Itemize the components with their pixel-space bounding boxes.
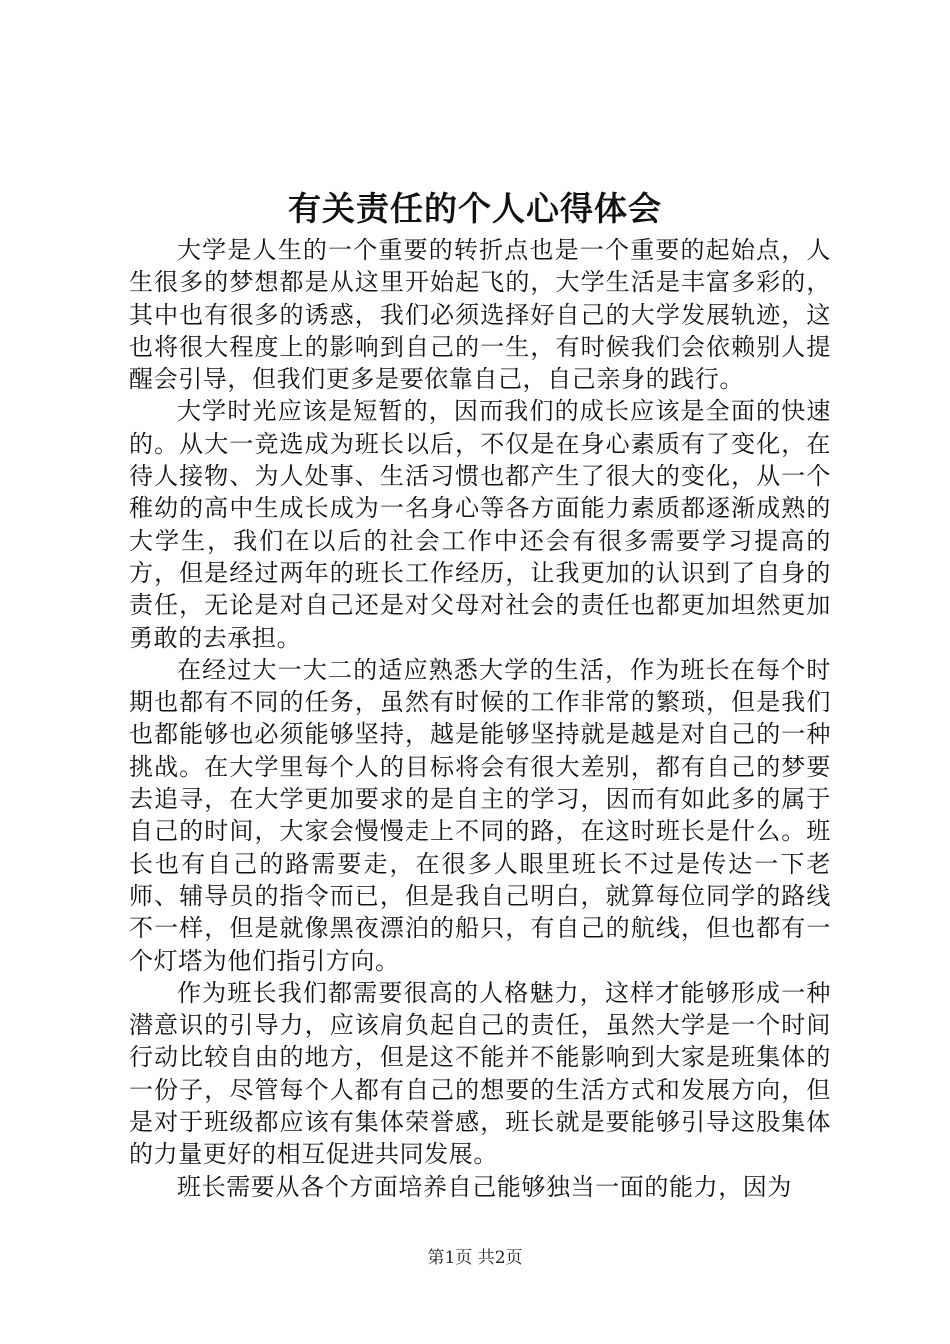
paragraph-4: 作为班长我们都需要很高的人格魅力，这样才能够形成一种潜意识的引导力，应该肩负起自己的责任，虽然大学是一个时间行动比较自由的地方，但是这不能并不能影响到大家是班集体的一份子，尽管每个人都有自己的想要的生活方式和发展方向，但是对于班级都应该有集体荣誉感，班长就是要能够引导这股集体的力量更好的相互促进共同发展。 [129, 978, 831, 1169]
paragraph-3: 在经过大一大二的适应熟悉大学的生活，作为班长在每个时期也都有不同的任务，虽然有时候的工作非常的繁琐，但是我们也都能够也必须能够坚持，越是能够坚持就是越是对自己的一种挑战。在大学里每个人的目标将会有很大差别，都有自己的梦要去追寻，在大学更加要求的是自主的学习，因而有如此多的属于自己的时间，大家会慢慢走上不同的路，在这时班长是什么。班长也有自己的路需要走，在很多人眼里班长不过是传达一下老师、辅导员的指令而已，但是我自己明白，就算每位同学的路线不一样，但是就像黑夜漂泊的船只，有自己的航线，但也都有一个灯塔为他们指引方向。 [129, 655, 831, 975]
paragraph-2: 大学时光应该是短暂的，因而我们的成长应该是全面的快速的。从大一竞选成为班长以后，不仅是在身心素质有了变化，在待人接物、为人处事、生活习惯也都产生了很大的变化，从一个稚幼的高中生成长成为一名身心等各方面能力素质都逐渐成熟的大学生，我们在以后的社会工作中还会有很多需要学习提高的方，但是经过两年的班长工作经历，让我更加的认识到了自身的责任，无论是对自己还是对父母对社会的责任也都更加坦然更加勇敢的去承担。 [129, 397, 831, 652]
paragraph-1: 大学是人生的一个重要的转折点也是一个重要的起始点，人生很多的梦想都是从这里开始起飞的，大学生活是丰富多彩的，其中也有很多的诱惑，我们必须选择好自己的大学发展轨迹，这也将很大程度上的影响到自己的一生，有时候我们会依赖别人提醒会引导，但我们更多是要依靠自己，自己亲身的践行。 [129, 236, 831, 394]
page-footer: 第1页 共2页 [427, 1248, 523, 1268]
document-title: 有关责任的个人心得体会 [288, 189, 662, 228]
document-body [129, 234, 831, 1203]
paragraph-5: 班长需要从各个方面培养自己能够独当一面的能力，因为 [177, 1172, 792, 1201]
